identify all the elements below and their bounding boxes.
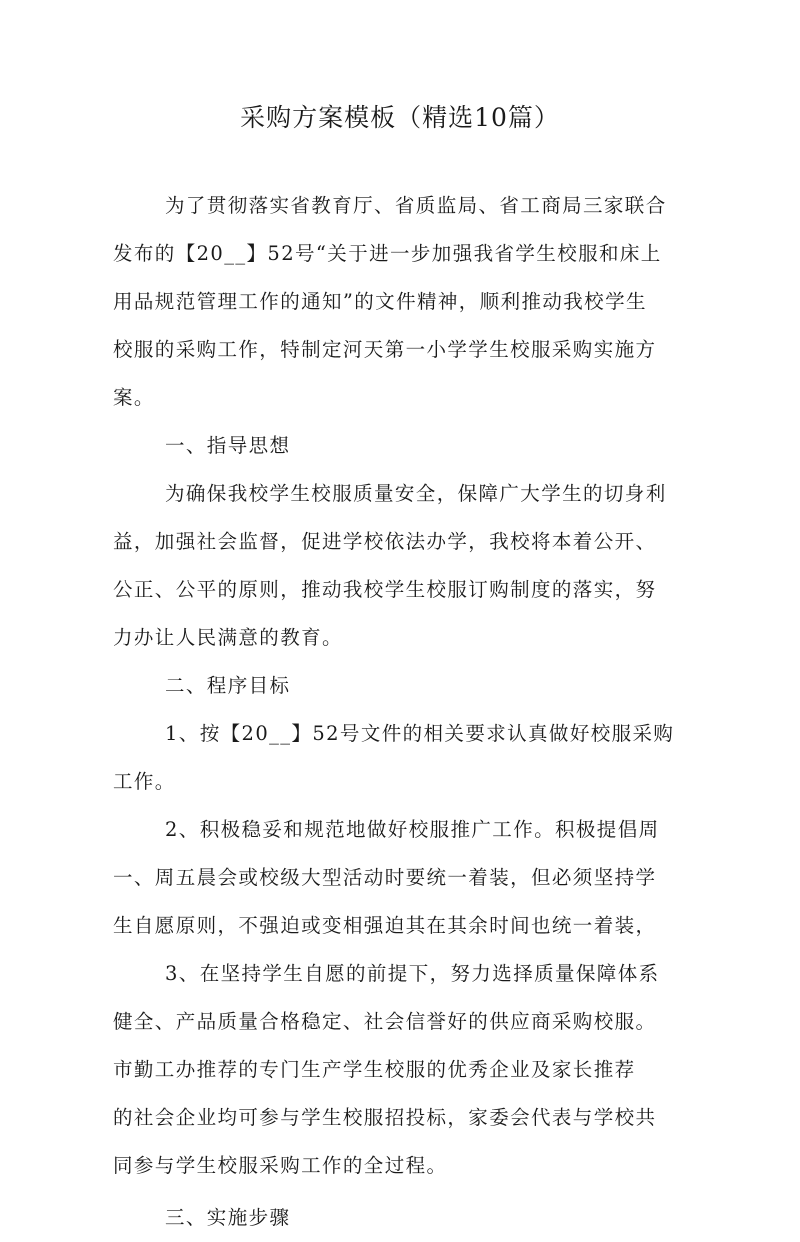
paragraph-line: 公正、公平的原则，推动我校学生校服订购制度的落实，努 — [113, 578, 657, 601]
paragraph-line: 发布的【20__】52号“关于进一步加强我省学生校服和床上 — [113, 242, 662, 265]
paragraph-line: 校服的采购工作，特制定河天第一小学学生校服采购实施方 — [113, 338, 657, 361]
paragraph-line: 同参与学生校服采购工作的全过程。 — [113, 1154, 448, 1177]
paragraph-line: 的社会企业均可参与学生校服招投标，家委会代表与学校共 — [113, 1106, 657, 1129]
paragraph-line: 市勤工办推荐的专门生产学生校服的优秀企业及家长推荐 — [113, 1058, 636, 1081]
document-title: 采购方案模板（精选10篇） — [240, 103, 560, 132]
paragraph-line: 力办让人民满意的教育。 — [113, 626, 343, 649]
paragraph-line: 用品规范管理工作的通知”的文件精神，顺利推动我校学生 — [113, 290, 647, 313]
section-heading: 三、实施步骤 — [165, 1206, 291, 1229]
paragraph-line: 益，加强社会监督，促进学校依法办学，我校将本着公开、 — [113, 530, 657, 553]
paragraph-line: 案。 — [113, 386, 155, 409]
paragraph-line: 健全、产品质量合格稳定、社会信誉好的供应商采购校服。 — [113, 1010, 657, 1033]
paragraph-line: 为确保我校学生校服质量安全，保障广大学生的切身利 — [165, 482, 667, 505]
document-body — [113, 182, 693, 1242]
section-heading: 一、指导思想 — [165, 434, 291, 457]
paragraph-line: 生自愿原则，不强迫或变相强迫其在其余时间也统一着装， — [113, 914, 657, 937]
paragraph-line: 工作。 — [113, 770, 176, 793]
paragraph-line: 为了贯彻落实省教育厅、省质监局、省工商局三家联合 — [165, 194, 667, 217]
section-heading: 二、程序目标 — [165, 674, 291, 697]
paragraph-line: 2、积极稳妥和规范地做好校服推广工作。积极提倡周 — [165, 818, 660, 841]
paragraph-line: 3、在坚持学生自愿的前提下，努力选择质量保障体系 — [165, 962, 660, 985]
paragraph-line: 1、按【20__】52号文件的相关要求认真做好校服采购 — [165, 722, 675, 745]
paragraph-line: 一、周五晨会或校级大型活动时要统一着装，但必须坚持学 — [113, 866, 657, 889]
